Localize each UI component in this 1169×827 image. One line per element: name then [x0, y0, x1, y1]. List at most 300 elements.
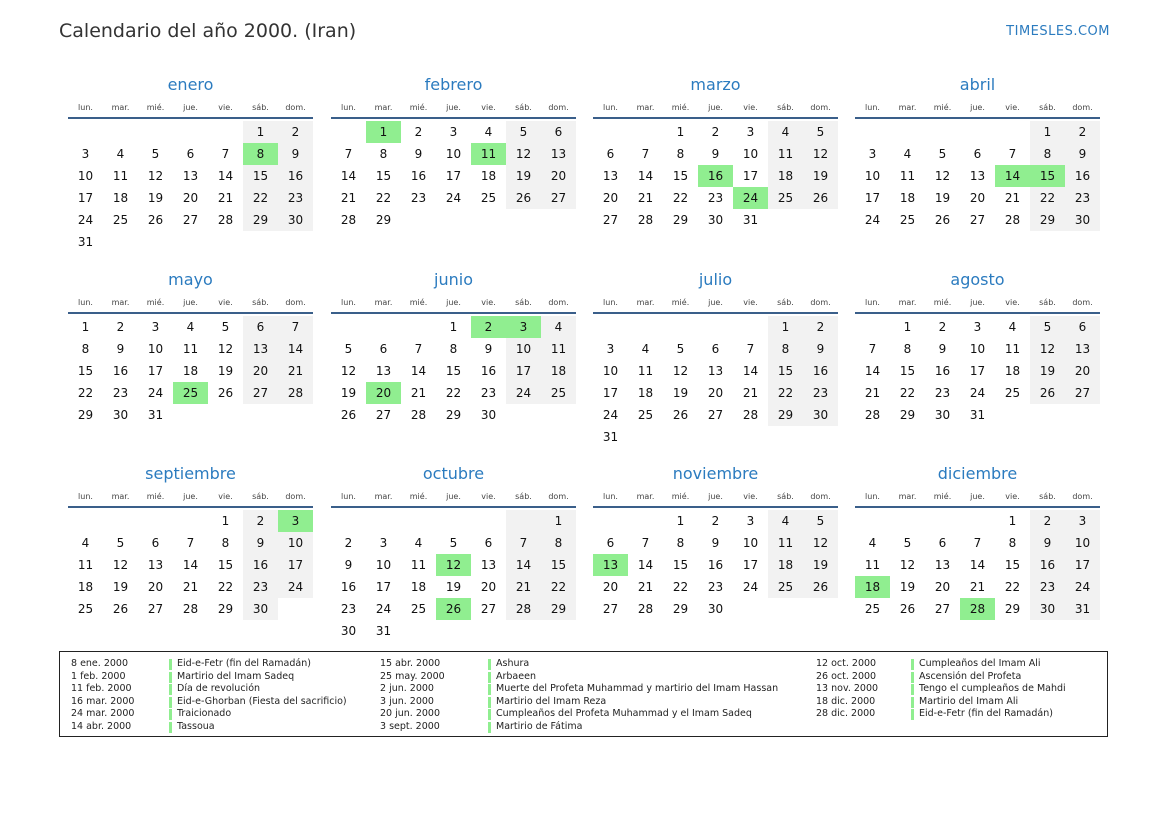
day-cell[interactable]: 11: [1004, 342, 1021, 356]
day-cell[interactable]: 22: [217, 580, 234, 594]
day-cell[interactable]: 13: [541, 143, 576, 165]
day-cell[interactable]: 29: [77, 408, 94, 422]
day-cell[interactable]: 26: [803, 576, 838, 598]
day-cell[interactable]: 3: [151, 320, 160, 334]
day-cell[interactable]: 17: [445, 169, 462, 183]
day-cell[interactable]: 16: [1065, 165, 1100, 187]
day-cell[interactable]: 11: [410, 558, 427, 572]
day-cell[interactable]: 30: [707, 213, 724, 227]
day-cell[interactable]: 3: [81, 147, 90, 161]
day-cell[interactable]: 4: [1008, 320, 1017, 334]
day-cell[interactable]: 4: [903, 147, 912, 161]
day-cell[interactable]: 10: [742, 147, 759, 161]
day-cell[interactable]: 17: [1065, 554, 1100, 576]
day-cell[interactable]: 19: [506, 165, 541, 187]
day-cell[interactable]: 15: [672, 169, 689, 183]
day-cell[interactable]: 11: [541, 338, 576, 360]
day-cell[interactable]: 5: [116, 536, 125, 550]
day-cell[interactable]: 4: [414, 536, 423, 550]
day-cell[interactable]: 17: [77, 191, 94, 205]
day-cell[interactable]: 16: [243, 554, 278, 576]
day-cell[interactable]: 31: [77, 235, 94, 249]
day-cell[interactable]: 13: [147, 558, 164, 572]
day-cell[interactable]: 28: [278, 382, 313, 404]
day-cell[interactable]: 14: [969, 558, 986, 572]
day-cell[interactable]: 26: [147, 213, 164, 227]
day-cell[interactable]: 24: [1065, 576, 1100, 598]
day-cell[interactable]: 14: [742, 364, 759, 378]
day-cell[interactable]: 4: [868, 536, 877, 550]
day-cell[interactable]: 9: [116, 342, 125, 356]
day-cell[interactable]: 23: [278, 187, 313, 209]
day-cell[interactable]: 29: [899, 408, 916, 422]
day-cell[interactable]: 25: [541, 382, 576, 404]
day-cell[interactable]: 18: [637, 386, 654, 400]
day-cell[interactable]: 16: [1030, 554, 1065, 576]
day-cell[interactable]: 4: [81, 536, 90, 550]
day-cell[interactable]: 2: [1065, 121, 1100, 143]
day-cell[interactable]: 9: [711, 147, 720, 161]
day-cell[interactable]: 8: [449, 342, 458, 356]
day-cell[interactable]: 13: [707, 364, 724, 378]
day-cell[interactable]: 25: [77, 602, 94, 616]
day-cell[interactable]: 22: [672, 191, 689, 205]
day-cell[interactable]: 22: [77, 386, 94, 400]
day-cell[interactable]: 21: [637, 191, 654, 205]
day-cell[interactable]: 12: [217, 342, 234, 356]
day-cell[interactable]: 29: [672, 602, 689, 616]
day-cell[interactable]: 26: [340, 408, 357, 422]
day-cell[interactable]: 9: [344, 558, 353, 572]
day-cell[interactable]: 27: [147, 602, 164, 616]
day-cell[interactable]: 12: [112, 558, 129, 572]
day-cell[interactable]: 21: [217, 191, 234, 205]
day-cell[interactable]: 5: [1030, 316, 1065, 338]
day-cell[interactable]: 1: [1008, 514, 1017, 528]
day-cell[interactable]: 19: [112, 580, 129, 594]
day-cell[interactable]: 28: [217, 213, 234, 227]
day-cell[interactable]: 17: [864, 191, 881, 205]
day-cell[interactable]: 25: [768, 187, 803, 209]
day-cell[interactable]: 10: [742, 536, 759, 550]
day-cell[interactable]: 10: [445, 147, 462, 161]
day-cell[interactable]: 2: [344, 536, 353, 550]
day-cell[interactable]: 16: [803, 360, 838, 382]
day-cell[interactable]: 23: [803, 382, 838, 404]
holiday-day-cell[interactable]: 2: [471, 316, 506, 338]
day-cell[interactable]: 5: [344, 342, 353, 356]
day-cell[interactable]: 9: [803, 338, 838, 360]
day-cell[interactable]: 2: [803, 316, 838, 338]
day-cell[interactable]: 1: [81, 320, 90, 334]
day-cell[interactable]: 2: [1030, 510, 1065, 532]
day-cell[interactable]: 6: [938, 536, 947, 550]
day-cell[interactable]: 7: [414, 342, 423, 356]
day-cell[interactable]: 14: [182, 558, 199, 572]
day-cell[interactable]: 12: [672, 364, 689, 378]
day-cell[interactable]: 9: [243, 532, 278, 554]
day-cell[interactable]: 21: [742, 386, 759, 400]
day-cell[interactable]: 9: [414, 147, 423, 161]
day-cell[interactable]: 3: [746, 125, 755, 139]
day-cell[interactable]: 10: [602, 364, 619, 378]
day-cell[interactable]: 25: [112, 213, 129, 227]
day-cell[interactable]: 7: [186, 536, 195, 550]
day-cell[interactable]: 2: [938, 320, 947, 334]
day-cell[interactable]: 28: [637, 602, 654, 616]
day-cell[interactable]: 3: [868, 147, 877, 161]
day-cell[interactable]: 31: [602, 430, 619, 444]
day-cell[interactable]: 14: [278, 338, 313, 360]
day-cell[interactable]: 23: [480, 386, 497, 400]
day-cell[interactable]: 19: [445, 580, 462, 594]
day-cell[interactable]: 21: [969, 580, 986, 594]
day-cell[interactable]: 29: [217, 602, 234, 616]
day-cell[interactable]: 7: [221, 147, 230, 161]
day-cell[interactable]: 5: [221, 320, 230, 334]
day-cell[interactable]: 26: [506, 187, 541, 209]
day-cell[interactable]: 25: [899, 213, 916, 227]
day-cell[interactable]: 4: [186, 320, 195, 334]
day-cell[interactable]: 13: [934, 558, 951, 572]
day-cell[interactable]: 17: [742, 169, 759, 183]
day-cell[interactable]: 19: [340, 386, 357, 400]
day-cell[interactable]: 27: [375, 408, 392, 422]
day-cell[interactable]: 6: [151, 536, 160, 550]
day-cell[interactable]: 8: [768, 338, 803, 360]
day-cell[interactable]: 25: [637, 408, 654, 422]
day-cell[interactable]: 1: [541, 510, 576, 532]
day-cell[interactable]: 12: [506, 143, 541, 165]
day-cell[interactable]: 20: [147, 580, 164, 594]
day-cell[interactable]: 28: [637, 213, 654, 227]
day-cell[interactable]: 10: [147, 342, 164, 356]
day-cell[interactable]: 6: [379, 342, 388, 356]
day-cell[interactable]: 31: [969, 408, 986, 422]
day-cell[interactable]: 11: [899, 169, 916, 183]
day-cell[interactable]: 1: [903, 320, 912, 334]
day-cell[interactable]: 2: [243, 510, 278, 532]
day-cell[interactable]: 28: [864, 408, 881, 422]
holiday-day-cell[interactable]: 28: [960, 598, 995, 620]
day-cell[interactable]: 1: [676, 125, 685, 139]
day-cell[interactable]: 27: [243, 382, 278, 404]
day-cell[interactable]: 28: [182, 602, 199, 616]
day-cell[interactable]: 5: [151, 147, 160, 161]
day-cell[interactable]: 6: [606, 147, 615, 161]
day-cell[interactable]: 5: [449, 536, 458, 550]
day-cell[interactable]: 27: [182, 213, 199, 227]
day-cell[interactable]: 15: [1004, 558, 1021, 572]
day-cell[interactable]: 21: [1004, 191, 1021, 205]
holiday-day-cell[interactable]: 1: [366, 121, 401, 143]
day-cell[interactable]: 16: [934, 364, 951, 378]
day-cell[interactable]: 9: [938, 342, 947, 356]
day-cell[interactable]: 30: [278, 209, 313, 231]
day-cell[interactable]: 19: [899, 580, 916, 594]
day-cell[interactable]: 19: [147, 191, 164, 205]
day-cell[interactable]: 7: [278, 316, 313, 338]
day-cell[interactable]: 14: [637, 169, 654, 183]
day-cell[interactable]: 17: [506, 360, 541, 382]
day-cell[interactable]: 12: [803, 143, 838, 165]
day-cell[interactable]: 9: [1030, 532, 1065, 554]
day-cell[interactable]: 8: [81, 342, 90, 356]
day-cell[interactable]: 21: [278, 360, 313, 382]
day-cell[interactable]: 4: [116, 147, 125, 161]
day-cell[interactable]: 14: [637, 558, 654, 572]
day-cell[interactable]: 5: [938, 147, 947, 161]
day-cell[interactable]: 12: [803, 532, 838, 554]
day-cell[interactable]: 19: [1030, 360, 1065, 382]
day-cell[interactable]: 30: [243, 598, 278, 620]
day-cell[interactable]: 8: [1008, 536, 1017, 550]
holiday-day-cell[interactable]: 24: [733, 187, 768, 209]
day-cell[interactable]: 18: [768, 165, 803, 187]
day-cell[interactable]: 8: [541, 532, 576, 554]
day-cell[interactable]: 28: [742, 408, 759, 422]
day-cell[interactable]: 1: [221, 514, 230, 528]
day-cell[interactable]: 2: [711, 125, 720, 139]
day-cell[interactable]: 24: [445, 191, 462, 205]
day-cell[interactable]: 18: [410, 580, 427, 594]
day-cell[interactable]: 11: [637, 364, 654, 378]
day-cell[interactable]: 7: [344, 147, 353, 161]
holiday-day-cell[interactable]: 15: [1030, 165, 1065, 187]
day-cell[interactable]: 26: [112, 602, 129, 616]
day-cell[interactable]: 6: [541, 121, 576, 143]
day-cell[interactable]: 27: [602, 602, 619, 616]
day-cell[interactable]: 29: [375, 213, 392, 227]
day-cell[interactable]: 23: [410, 191, 427, 205]
day-cell[interactable]: 24: [864, 213, 881, 227]
day-cell[interactable]: 17: [742, 558, 759, 572]
brand-logo-text[interactable]: TIMESLES.COM: [1006, 24, 1110, 39]
day-cell[interactable]: 14: [506, 554, 541, 576]
day-cell[interactable]: 7: [641, 536, 650, 550]
day-cell[interactable]: 7: [641, 147, 650, 161]
day-cell[interactable]: 5: [803, 121, 838, 143]
day-cell[interactable]: 23: [340, 602, 357, 616]
day-cell[interactable]: 20: [182, 191, 199, 205]
day-cell[interactable]: 20: [602, 580, 619, 594]
day-cell[interactable]: 21: [506, 576, 541, 598]
day-cell[interactable]: 29: [445, 408, 462, 422]
day-cell[interactable]: 22: [445, 386, 462, 400]
day-cell[interactable]: 19: [672, 386, 689, 400]
day-cell[interactable]: 19: [217, 364, 234, 378]
day-cell[interactable]: 31: [1065, 598, 1100, 620]
day-cell[interactable]: 7: [868, 342, 877, 356]
day-cell[interactable]: 16: [278, 165, 313, 187]
day-cell[interactable]: 25: [768, 576, 803, 598]
day-cell[interactable]: 11: [182, 342, 199, 356]
day-cell[interactable]: 24: [969, 386, 986, 400]
day-cell[interactable]: 26: [672, 408, 689, 422]
day-cell[interactable]: 2: [116, 320, 125, 334]
day-cell[interactable]: 30: [803, 404, 838, 426]
day-cell[interactable]: 27: [934, 602, 951, 616]
day-cell[interactable]: 27: [1065, 382, 1100, 404]
day-cell[interactable]: 17: [375, 580, 392, 594]
day-cell[interactable]: 11: [768, 532, 803, 554]
day-cell[interactable]: 6: [186, 147, 195, 161]
day-cell[interactable]: 13: [182, 169, 199, 183]
day-cell[interactable]: 26: [899, 602, 916, 616]
day-cell[interactable]: 5: [506, 121, 541, 143]
day-cell[interactable]: 25: [1004, 386, 1021, 400]
day-cell[interactable]: 1: [449, 320, 458, 334]
day-cell[interactable]: 22: [1004, 580, 1021, 594]
day-cell[interactable]: 31: [147, 408, 164, 422]
day-cell[interactable]: 15: [768, 360, 803, 382]
day-cell[interactable]: 1: [676, 514, 685, 528]
day-cell[interactable]: 21: [182, 580, 199, 594]
day-cell[interactable]: 16: [707, 558, 724, 572]
day-cell[interactable]: 10: [969, 342, 986, 356]
day-cell[interactable]: 23: [243, 576, 278, 598]
day-cell[interactable]: 8: [1030, 143, 1065, 165]
holiday-day-cell[interactable]: 11: [471, 143, 506, 165]
day-cell[interactable]: 12: [340, 364, 357, 378]
day-cell[interactable]: 11: [112, 169, 129, 183]
holiday-day-cell[interactable]: 3: [278, 510, 313, 532]
day-cell[interactable]: 15: [445, 364, 462, 378]
day-cell[interactable]: 8: [903, 342, 912, 356]
day-cell[interactable]: 20: [1065, 360, 1100, 382]
holiday-day-cell[interactable]: 13: [593, 554, 628, 576]
day-cell[interactable]: 9: [1065, 143, 1100, 165]
day-cell[interactable]: 22: [541, 576, 576, 598]
day-cell[interactable]: 18: [541, 360, 576, 382]
day-cell[interactable]: 15: [899, 364, 916, 378]
day-cell[interactable]: 15: [541, 554, 576, 576]
day-cell[interactable]: 3: [973, 320, 982, 334]
day-cell[interactable]: 23: [707, 580, 724, 594]
holiday-day-cell[interactable]: 12: [436, 554, 471, 576]
day-cell[interactable]: 20: [969, 191, 986, 205]
day-cell[interactable]: 19: [803, 165, 838, 187]
day-cell[interactable]: 19: [934, 191, 951, 205]
day-cell[interactable]: 13: [602, 169, 619, 183]
day-cell[interactable]: 17: [147, 364, 164, 378]
day-cell[interactable]: 27: [602, 213, 619, 227]
day-cell[interactable]: 29: [672, 213, 689, 227]
day-cell[interactable]: 1: [768, 316, 803, 338]
day-cell[interactable]: 14: [217, 169, 234, 183]
day-cell[interactable]: 27: [969, 213, 986, 227]
day-cell[interactable]: 26: [217, 386, 234, 400]
day-cell[interactable]: 30: [707, 602, 724, 616]
day-cell[interactable]: 22: [243, 187, 278, 209]
day-cell[interactable]: 24: [278, 576, 313, 598]
day-cell[interactable]: 6: [973, 147, 982, 161]
day-cell[interactable]: 4: [768, 121, 803, 143]
day-cell[interactable]: 7: [973, 536, 982, 550]
day-cell[interactable]: 2: [711, 514, 720, 528]
day-cell[interactable]: 30: [112, 408, 129, 422]
day-cell[interactable]: 10: [278, 532, 313, 554]
day-cell[interactable]: 27: [707, 408, 724, 422]
day-cell[interactable]: 24: [742, 580, 759, 594]
day-cell[interactable]: 3: [379, 536, 388, 550]
day-cell[interactable]: 15: [672, 558, 689, 572]
day-cell[interactable]: 13: [243, 338, 278, 360]
day-cell[interactable]: 29: [541, 598, 576, 620]
day-cell[interactable]: 30: [480, 408, 497, 422]
day-cell[interactable]: 10: [506, 338, 541, 360]
day-cell[interactable]: 4: [641, 342, 650, 356]
holiday-day-cell[interactable]: 20: [366, 382, 401, 404]
day-cell[interactable]: 24: [602, 408, 619, 422]
day-cell[interactable]: 25: [410, 602, 427, 616]
day-cell[interactable]: 11: [768, 143, 803, 165]
day-cell[interactable]: 20: [934, 580, 951, 594]
day-cell[interactable]: 27: [480, 602, 497, 616]
day-cell[interactable]: 18: [480, 169, 497, 183]
day-cell[interactable]: 21: [864, 386, 881, 400]
day-cell[interactable]: 17: [602, 386, 619, 400]
day-cell[interactable]: 15: [217, 558, 234, 572]
day-cell[interactable]: 16: [410, 169, 427, 183]
day-cell[interactable]: 12: [1030, 338, 1065, 360]
day-cell[interactable]: 29: [243, 209, 278, 231]
day-cell[interactable]: 14: [864, 364, 881, 378]
day-cell[interactable]: 21: [340, 191, 357, 205]
day-cell[interactable]: 18: [768, 554, 803, 576]
day-cell[interactable]: 30: [1065, 209, 1100, 231]
day-cell[interactable]: 21: [637, 580, 654, 594]
holiday-day-cell[interactable]: 3: [506, 316, 541, 338]
day-cell[interactable]: 8: [379, 147, 388, 161]
day-cell[interactable]: 16: [112, 364, 129, 378]
day-cell[interactable]: 3: [746, 514, 755, 528]
day-cell[interactable]: 30: [1030, 598, 1065, 620]
day-cell[interactable]: 19: [803, 554, 838, 576]
day-cell[interactable]: 4: [541, 316, 576, 338]
day-cell[interactable]: 3: [449, 125, 458, 139]
day-cell[interactable]: 10: [1065, 532, 1100, 554]
day-cell[interactable]: 18: [1004, 364, 1021, 378]
holiday-day-cell[interactable]: 26: [436, 598, 471, 620]
day-cell[interactable]: 10: [375, 558, 392, 572]
day-cell[interactable]: 17: [969, 364, 986, 378]
day-cell[interactable]: 11: [77, 558, 94, 572]
day-cell[interactable]: 28: [1004, 213, 1021, 227]
day-cell[interactable]: 18: [899, 191, 916, 205]
day-cell[interactable]: 26: [1030, 382, 1065, 404]
day-cell[interactable]: 9: [484, 342, 493, 356]
day-cell[interactable]: 7: [1008, 147, 1017, 161]
day-cell[interactable]: 2: [278, 121, 313, 143]
day-cell[interactable]: 7: [746, 342, 755, 356]
day-cell[interactable]: 15: [375, 169, 392, 183]
day-cell[interactable]: 29: [1004, 602, 1021, 616]
day-cell[interactable]: 9: [278, 143, 313, 165]
day-cell[interactable]: 8: [676, 536, 685, 550]
day-cell[interactable]: 16: [340, 580, 357, 594]
day-cell[interactable]: 23: [707, 191, 724, 205]
day-cell[interactable]: 9: [711, 536, 720, 550]
day-cell[interactable]: 20: [243, 360, 278, 382]
day-cell[interactable]: 5: [803, 510, 838, 532]
day-cell[interactable]: 29: [1030, 209, 1065, 231]
day-cell[interactable]: 25: [480, 191, 497, 205]
day-cell[interactable]: 4: [484, 125, 493, 139]
day-cell[interactable]: 12: [899, 558, 916, 572]
holiday-day-cell[interactable]: 16: [698, 165, 733, 187]
day-cell[interactable]: 30: [934, 408, 951, 422]
